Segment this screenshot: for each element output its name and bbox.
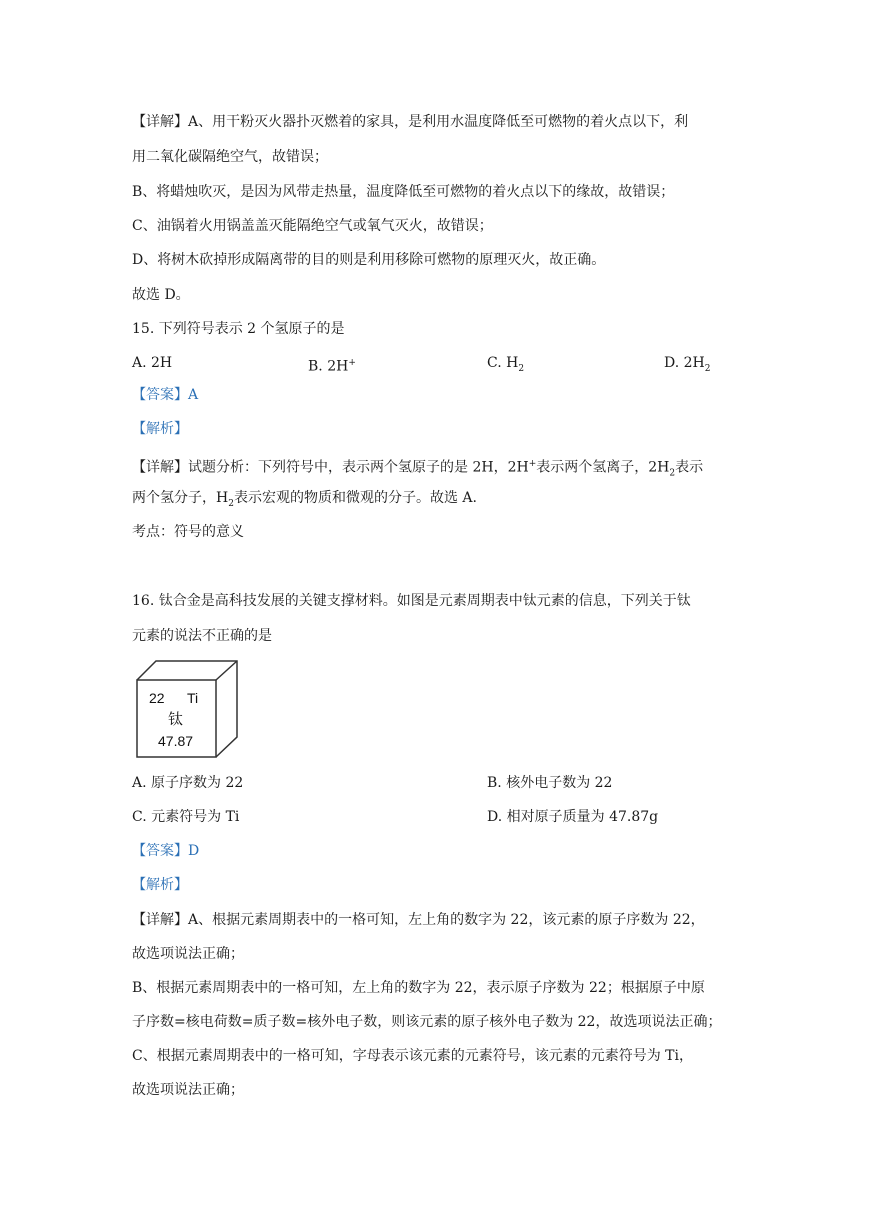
q15-option-a: A. 2H — [132, 355, 173, 371]
element-mass: 47.87 — [158, 733, 194, 749]
q15-detail-line1 — [132, 454, 703, 483]
element-name: 钛 — [168, 710, 184, 728]
q15-option-c — [487, 353, 524, 379]
q15-option-d-sub: 2 — [704, 363, 711, 374]
q15-stem: 15. 下列符号表示 2 个氢原子的是 — [132, 321, 345, 337]
q16-option-a: A. 原子序数为 22 — [132, 775, 244, 791]
q16-detail-b-line2: 子序数=核电荷数=质子数=核外电子数，则该元素的原子核外电子数为 22，故选项说法正确； — [132, 1014, 722, 1030]
element-number: 22 — [149, 690, 165, 706]
q15-kaodian: 考点：符号的意义 — [132, 524, 244, 540]
q15-detail-line2-b: 表示宏观的物质和微观的分子。故选 A. — [233, 490, 477, 506]
q14-detail-c: C、油锅着火用锅盖盖灭能隔绝空气或氧气灭火，故错误； — [132, 218, 493, 234]
q14-detail-b: B、将蜡烛吹灭，是因为风带走热量，温度降低至可燃物的着火点以下的缘故，故错误； — [132, 184, 675, 200]
q15-option-b-text: B. 2H — [308, 358, 349, 375]
q16-stem-line1: 16. 钛合金是高科技发展的关键支撑材料。如图是元素周期表中钛元素的信息，下列关于钛 — [132, 593, 691, 609]
q15-detail-line2-sub: 2 — [228, 498, 234, 509]
q15-detail-line1-c: 表示 — [675, 459, 704, 476]
q16-stem-line2: 元素的说法不正确的是 — [132, 628, 272, 644]
q16-detail-c-line2: 故选项说法正确； — [132, 1082, 244, 1098]
q16-detail-a-line1: 【详解】A、根据元素周期表中的一格可知，左上角的数字为 22，该元素的原子序数为 22， — [132, 912, 705, 928]
cell-top-right-edge — [216, 661, 237, 680]
q15-analysis-label: 【解析】 — [132, 421, 188, 437]
q15-detail-line1-sub: 2 — [669, 468, 676, 479]
q16-detail-b-line1: B、根据元素周期表中的一格可知，左上角的数字为 22，表示原子序数为 22；根据原子中原 — [132, 980, 705, 996]
q15-answer: 【答案】A — [132, 387, 199, 403]
q15-option-d — [664, 353, 710, 379]
q15-detail-line2 — [132, 488, 477, 514]
q16-option-c: C. 元素符号为 Ti — [132, 809, 240, 825]
q16-option-d: D. 相对原子质量为 47.87g — [487, 809, 659, 825]
q14-choice: 故选 D。 — [132, 287, 190, 303]
q16-analysis-label: 【解析】 — [132, 877, 188, 893]
q15-option-b — [308, 353, 356, 377]
q14-detail-d: D、将树木砍掉形成隔离带的目的则是利用移除可燃物的原理灭火，故正确。 — [132, 252, 606, 268]
q15-option-c-sub: 2 — [518, 363, 525, 374]
q15-detail-line1-sup: + — [528, 459, 537, 469]
titanium-element-cell-figure — [136, 660, 240, 758]
q16-option-b: B. 核外电子数为 22 — [487, 775, 613, 791]
q15-option-b-sup: + — [348, 358, 356, 368]
q15-detail-line1-b: 表示两个氢离子，2H — [536, 459, 670, 476]
q15-option-d-text: D. 2H — [664, 355, 705, 371]
element-symbol: Ti — [187, 690, 199, 706]
q16-detail-c-line1: C、根据元素周期表中的一格可知，字母表示该元素的元素符号，该元素的元素符号为 Ti， — [132, 1048, 693, 1064]
q16-answer: 【答案】D — [132, 843, 200, 859]
q14-detail-a-line1: 【详解】A、用干粉灭火器扑灭燃着的家具，是利用水温度降低至可燃物的着火点以下，利 — [132, 114, 689, 130]
q15-detail-line2-a: 两个氢分子，H — [132, 490, 229, 506]
q14-detail-a-line2: 用二氧化碳隔绝空气，故错误； — [132, 149, 328, 165]
q15-detail-line1-a: 【详解】试题分析：下列符号中，表示两个氢原子的是 2H，2H — [132, 459, 529, 476]
q16-detail-a-line2: 故选项说法正确； — [132, 946, 244, 962]
q15-option-c-text: C. H — [487, 355, 519, 371]
